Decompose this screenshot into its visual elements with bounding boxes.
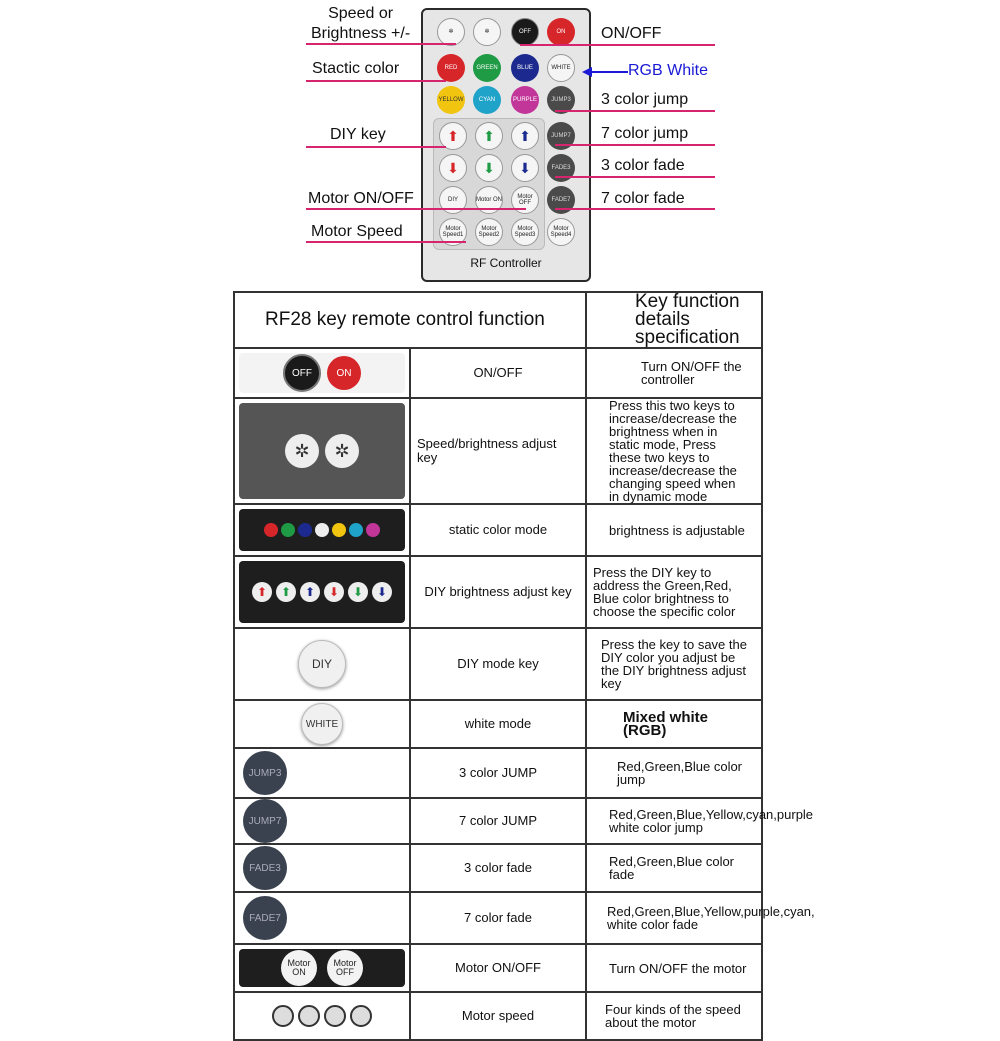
fade7-key: FADE7 bbox=[547, 186, 575, 214]
brightness-down-icon: ✲ bbox=[285, 434, 319, 468]
row-desc: Press this two keys to increase/decrease the brightness when in static mode, Press these two keys to increase/decrease the changing speed when in dynamic mode bbox=[586, 398, 762, 504]
motor-off-icon: Motor OFF bbox=[327, 950, 363, 986]
rf-controller-label: RF Controller bbox=[470, 256, 542, 270]
motor-on-key: Motor ON bbox=[475, 186, 503, 214]
speed-image bbox=[234, 398, 410, 504]
on-icon: ON bbox=[327, 356, 361, 390]
table-row bbox=[234, 798, 762, 844]
diy-image bbox=[234, 628, 410, 700]
off-key: OFF bbox=[511, 18, 539, 46]
blue-up-icon: ⬆ bbox=[511, 122, 539, 150]
table-header-row bbox=[234, 292, 762, 348]
purple-key: PURPLE bbox=[511, 86, 539, 114]
speed4-icon bbox=[350, 1005, 372, 1027]
function-table bbox=[233, 291, 815, 1041]
callout-motor-speed: Motor Speed bbox=[311, 223, 403, 240]
row-desc: Red,Green,Blue color fade bbox=[586, 844, 762, 892]
motor-speed3-key: Motor Speed3 bbox=[511, 218, 539, 246]
callout-line-diy bbox=[306, 146, 446, 148]
row-desc: Press the DIY key to address the Green,Red, Blue color brightness to choose the specific color bbox=[586, 556, 762, 628]
row-name: 3 color fade bbox=[410, 844, 586, 892]
callout-line-fade7 bbox=[555, 208, 715, 210]
on-key: ON bbox=[547, 18, 575, 46]
jump7-key: JUMP7 bbox=[547, 122, 575, 150]
red-up-icon: ⬆ bbox=[439, 122, 467, 150]
row-name: Speed/brightness adjust key bbox=[410, 398, 586, 504]
green-down-icon: ⬇ bbox=[348, 582, 368, 602]
row-desc: Red,Green,Blue color jump bbox=[586, 748, 762, 798]
onoff-image bbox=[234, 348, 410, 398]
green-dot-icon bbox=[281, 523, 295, 537]
row-name: Motor speed bbox=[410, 992, 586, 1040]
row-desc: Mixed white (RGB) bbox=[586, 700, 762, 748]
table-row bbox=[234, 398, 762, 504]
callout-diy-key: DIY key bbox=[330, 126, 386, 143]
fade7-image bbox=[234, 892, 410, 944]
red-dot-icon bbox=[264, 523, 278, 537]
yellow-dot-icon bbox=[332, 523, 346, 537]
callout-line-fade3 bbox=[555, 176, 715, 178]
callout-line-jump7 bbox=[555, 144, 715, 146]
row-name: static color mode bbox=[410, 504, 586, 556]
callout-line-speed bbox=[306, 43, 456, 45]
blue-down-icon: ⬇ bbox=[372, 582, 392, 602]
table-row bbox=[234, 700, 762, 748]
callout-static-color: Stactic color bbox=[312, 60, 400, 77]
callout-3-color-jump: 3 color jump bbox=[601, 91, 689, 108]
speed-up-icon: ✲ bbox=[473, 18, 501, 46]
motor-speed-image bbox=[234, 992, 410, 1040]
callout-line-static bbox=[306, 80, 446, 82]
row-name: DIY mode key bbox=[410, 628, 586, 700]
rgb-white-arrow bbox=[590, 71, 628, 73]
white-image bbox=[234, 700, 410, 748]
table-row bbox=[234, 892, 762, 944]
table-row bbox=[234, 944, 762, 992]
speed-down-icon: ✲ bbox=[437, 18, 465, 46]
callout-line-speed-motor bbox=[306, 241, 466, 243]
blue-dot-icon bbox=[298, 523, 312, 537]
row-name: Motor ON/OFF bbox=[410, 944, 586, 992]
speed2-icon bbox=[298, 1005, 320, 1027]
green-down-icon: ⬇ bbox=[475, 154, 503, 182]
blue-key: BLUE bbox=[511, 54, 539, 82]
cyan-key: CYAN bbox=[473, 86, 501, 114]
row-name: 3 color JUMP bbox=[410, 748, 586, 798]
row-name: DIY brightness adjust key bbox=[410, 556, 586, 628]
callout-line-onoff bbox=[520, 44, 715, 46]
jump3-image bbox=[234, 748, 410, 798]
motor-speed2-key: Motor Speed2 bbox=[475, 218, 503, 246]
table-row bbox=[234, 504, 762, 556]
rgb-white-arrowhead-icon bbox=[582, 67, 592, 77]
green-up-icon: ⬆ bbox=[276, 582, 296, 602]
table-row bbox=[234, 844, 762, 892]
cyan-dot-icon bbox=[349, 523, 363, 537]
brightness-up-icon: ✲ bbox=[325, 434, 359, 468]
row-name: ON/OFF bbox=[410, 348, 586, 398]
row-desc: Red,Green,Blue,Yellow,purple,cyan, white color fade bbox=[586, 892, 762, 944]
fade7-key-icon: FADE7 bbox=[243, 896, 287, 940]
row-desc: brightness is adjustable bbox=[586, 504, 762, 556]
row-desc: Press the key to save the DIY color you adjust be the DIY brightness adjust key bbox=[586, 628, 762, 700]
callout-speed-brightness: Speed or Brightness +/- bbox=[311, 5, 411, 42]
green-up-icon: ⬆ bbox=[475, 122, 503, 150]
row-desc: Turn ON/OFF the controller bbox=[586, 348, 762, 398]
speed3-icon bbox=[324, 1005, 346, 1027]
motor-off-key: Motor OFF bbox=[511, 186, 539, 214]
motor-on-icon: Motor ON bbox=[281, 950, 317, 986]
diy-key-icon: DIY bbox=[298, 640, 346, 688]
diy-arrows-image bbox=[234, 556, 410, 628]
static-color-image bbox=[234, 504, 410, 556]
jump3-key-icon: JUMP3 bbox=[243, 751, 287, 795]
jump3-key: JUMP3 bbox=[547, 86, 575, 114]
row-name: white mode bbox=[410, 700, 586, 748]
red-down-icon: ⬇ bbox=[439, 154, 467, 182]
diy-key: DIY bbox=[439, 186, 467, 214]
callout-3-color-fade: 3 color fade bbox=[601, 157, 685, 174]
table-row bbox=[234, 348, 762, 398]
motor-speed4-key: Motor Speed4 bbox=[547, 218, 575, 246]
table-row bbox=[234, 748, 762, 798]
jump7-image bbox=[234, 798, 410, 844]
row-desc: Red,Green,Blue,Yellow,cyan,purple white color jump bbox=[586, 798, 762, 844]
red-key: RED bbox=[437, 54, 465, 82]
off-icon: OFF bbox=[283, 354, 321, 392]
blue-down-icon: ⬇ bbox=[511, 154, 539, 182]
white-key-icon: WHITE bbox=[301, 703, 343, 745]
speed1-icon bbox=[272, 1005, 294, 1027]
white-key: WHITE bbox=[547, 54, 575, 82]
fade3-key: FADE3 bbox=[547, 154, 575, 182]
table-row bbox=[234, 628, 762, 700]
red-up-icon: ⬆ bbox=[252, 582, 272, 602]
row-desc: Turn ON/OFF the motor bbox=[586, 944, 762, 992]
fade3-key-icon: FADE3 bbox=[243, 846, 287, 890]
callout-line-jump3 bbox=[555, 110, 715, 112]
red-down-icon: ⬇ bbox=[324, 582, 344, 602]
white-dot-icon bbox=[315, 523, 329, 537]
blue-up-icon: ⬆ bbox=[300, 582, 320, 602]
callout-on-off: ON/OFF bbox=[601, 25, 662, 42]
table-row bbox=[234, 992, 762, 1040]
yellow-key: YELLOW bbox=[437, 86, 465, 114]
green-key: GREEN bbox=[473, 54, 501, 82]
fade3-image bbox=[234, 844, 410, 892]
motor-image bbox=[234, 944, 410, 992]
motor-speed1-key: Motor Speed1 bbox=[439, 218, 467, 246]
header-function-details: Key function details specification bbox=[586, 292, 762, 348]
row-desc: Four kinds of the speed about the motor bbox=[586, 992, 762, 1040]
row-name: 7 color fade bbox=[410, 892, 586, 944]
callout-rgb-white: RGB White bbox=[628, 62, 709, 79]
header-remote-function: RF28 key remote control function bbox=[234, 292, 586, 348]
callout-line-motor bbox=[306, 208, 526, 210]
purple-dot-icon bbox=[366, 523, 380, 537]
callout-7-color-jump: 7 color jump bbox=[601, 125, 689, 142]
jump7-key-icon: JUMP7 bbox=[243, 799, 287, 843]
table-row bbox=[234, 556, 762, 628]
row-name: 7 color JUMP bbox=[410, 798, 586, 844]
callout-motor-on-off: Motor ON/OFF bbox=[308, 190, 414, 207]
callout-7-color-fade: 7 color fade bbox=[601, 190, 685, 207]
